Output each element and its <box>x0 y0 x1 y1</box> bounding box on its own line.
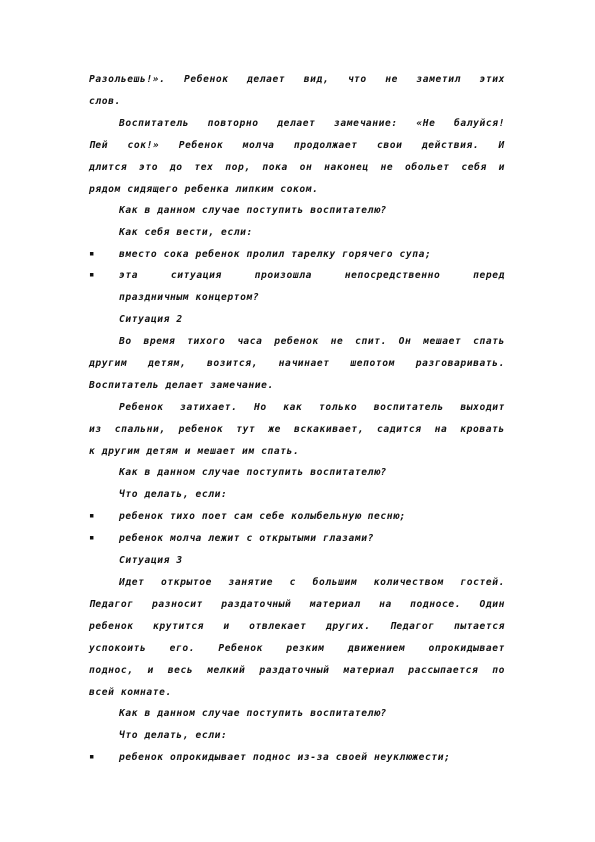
section-heading: Ситуация 2 <box>119 314 183 325</box>
word: движением <box>347 643 406 654</box>
word: начинает <box>278 358 330 369</box>
word: отвлекает <box>249 621 307 632</box>
word: других. <box>325 621 371 632</box>
word: делает <box>277 118 316 129</box>
question-line: Как в данном случае поступить воспитателю? <box>119 205 387 216</box>
word: раздаточный <box>221 599 292 610</box>
list-item: ребенок опрокидывает поднос из-за своей неуклюжести; <box>119 752 451 763</box>
word: пытается <box>453 621 505 632</box>
word: Ребенок <box>119 402 164 413</box>
text-line: Что делать, если: <box>119 489 228 500</box>
word: ребенок <box>274 336 319 347</box>
text-line <box>89 424 505 435</box>
word: заметил <box>416 74 462 85</box>
list-item: ребенок тихо поет сам себе колыбельную песню; <box>119 511 406 522</box>
word: подносе. <box>410 599 462 610</box>
word: балуйся! <box>453 118 505 129</box>
word: время <box>143 336 176 347</box>
list-item-continued: праздничным концертом? <box>119 292 260 303</box>
word: затихает. <box>180 402 238 413</box>
word: гостей. <box>460 577 505 588</box>
word: рассыпается <box>408 665 479 676</box>
text-line <box>119 336 505 347</box>
text-line: Воспитатель делает замечание. <box>89 380 274 391</box>
word: спальни, <box>114 424 166 435</box>
word: длится <box>89 162 128 173</box>
word: другим <box>89 358 128 369</box>
word: этих <box>479 74 505 85</box>
word: действия. <box>421 140 480 151</box>
text-line <box>89 665 505 676</box>
text-line: рядом сидящего ребенка липким соком. <box>89 184 319 195</box>
word: только <box>318 402 358 413</box>
list-item: ребенок молча лежит с открытыми глазами? <box>119 533 375 544</box>
word: разговаривать. <box>415 358 505 369</box>
word: воспитатель <box>373 402 444 413</box>
word: обольет <box>404 162 450 173</box>
word: не <box>330 336 344 347</box>
word: Ребенок <box>178 140 224 151</box>
word: разносит <box>151 599 203 610</box>
list-item: вместо сока ребенок пролил тарелку горячего супа; <box>119 249 432 260</box>
word: по <box>492 665 505 676</box>
text-line <box>89 599 505 610</box>
bullet-icon: ▪ <box>89 511 96 521</box>
word: молча <box>242 140 275 151</box>
word: и <box>147 665 154 676</box>
word: детям, <box>147 358 187 369</box>
text-line <box>119 402 505 413</box>
word: Воспитатель <box>119 118 190 129</box>
word: с <box>289 577 297 588</box>
word: не <box>385 74 398 85</box>
word: он <box>299 162 313 173</box>
word: Ребенок <box>218 643 264 654</box>
word: не <box>380 162 394 173</box>
word: мешает <box>423 336 462 347</box>
text-line <box>89 643 505 654</box>
word: материал <box>309 599 361 610</box>
word: часа <box>237 336 263 347</box>
word: шепотом <box>350 358 396 369</box>
word: большим <box>312 577 358 588</box>
word: свои <box>376 140 403 151</box>
text-line <box>89 74 505 85</box>
word: его. <box>169 643 196 654</box>
word: непосредственно <box>344 270 441 281</box>
word: поднос, <box>89 665 134 676</box>
text-line: слов. <box>89 96 121 107</box>
word: тут <box>236 424 256 435</box>
word: что <box>347 74 367 85</box>
word: раздаточный <box>259 665 330 676</box>
list-item <box>119 270 505 281</box>
word: открытое <box>161 577 213 588</box>
word: перед <box>473 270 505 281</box>
text-line <box>89 358 505 369</box>
word: мелкий <box>207 665 246 676</box>
word: на <box>434 424 448 435</box>
word: наконец <box>324 162 369 173</box>
word: из <box>89 424 102 435</box>
word: же <box>268 424 282 435</box>
section-heading: Ситуация 3 <box>119 555 183 566</box>
word: ребенок <box>178 424 224 435</box>
word: пор, <box>225 162 251 173</box>
word: вид, <box>303 74 330 85</box>
text-line <box>89 162 505 173</box>
word: занятие <box>228 577 274 588</box>
text-line: Как себя вести, если: <box>119 227 253 238</box>
bullet-icon: ▪ <box>89 752 96 762</box>
word: возится, <box>206 358 258 369</box>
word: опрокидывает <box>428 643 505 654</box>
word: делает <box>247 74 286 85</box>
word: это <box>138 162 159 173</box>
word: тех <box>194 162 214 173</box>
text-line <box>89 621 505 632</box>
word: весь <box>167 665 194 676</box>
word: себя <box>461 162 487 173</box>
word: продолжает <box>293 140 358 151</box>
word: произошла <box>254 270 312 281</box>
word: Идет <box>119 577 145 588</box>
word: Один <box>479 599 505 610</box>
bullet-icon: ▪ <box>89 270 96 280</box>
word: на <box>379 599 392 610</box>
word: ситуация <box>170 270 222 281</box>
text-line: Что делать, если: <box>119 730 228 741</box>
word: резким <box>286 643 325 654</box>
word: до <box>169 162 183 173</box>
word: ребенок <box>89 621 134 632</box>
word: выходит <box>460 402 505 413</box>
word: Педагог <box>389 621 435 632</box>
bullet-icon: ▪ <box>89 533 96 543</box>
word: спит. <box>355 336 387 347</box>
word: Педагог <box>89 599 134 610</box>
word: Пей <box>89 140 109 151</box>
word: сок!» <box>127 140 160 151</box>
word: Но <box>254 402 267 413</box>
word: тихого <box>187 336 226 347</box>
word: Он <box>398 336 412 347</box>
word: как <box>283 402 303 413</box>
word: пока <box>262 162 288 173</box>
question-line: Как в данном случае поступить воспитателю? <box>119 467 387 478</box>
word: садится <box>377 424 422 435</box>
word: спать <box>473 336 505 347</box>
text-line: к другим детям и мешает им спать. <box>89 446 300 457</box>
word: количеством <box>373 577 444 588</box>
text-line <box>89 140 505 151</box>
word: повторно <box>207 118 259 129</box>
text-line <box>119 118 505 129</box>
word: и <box>223 621 230 632</box>
word: успокоить <box>89 643 147 654</box>
word: крутится <box>153 621 205 632</box>
text-line: всей комнате. <box>89 687 172 698</box>
word: «Не <box>416 118 436 129</box>
text-line <box>119 577 505 588</box>
word: эта <box>119 270 139 281</box>
question-line: Как в данном случае поступить воспитателю? <box>119 708 387 719</box>
word: замечание: <box>334 118 398 129</box>
word: вскакивает, <box>293 424 365 435</box>
word: кровать <box>460 424 505 435</box>
bullet-icon: ▪ <box>89 249 96 259</box>
word: материал <box>343 665 395 676</box>
word: Разольешь!». <box>89 74 166 85</box>
word: Во <box>119 336 132 347</box>
word: и <box>498 162 505 173</box>
word: Ребенок <box>183 74 229 85</box>
word: И <box>498 140 505 151</box>
